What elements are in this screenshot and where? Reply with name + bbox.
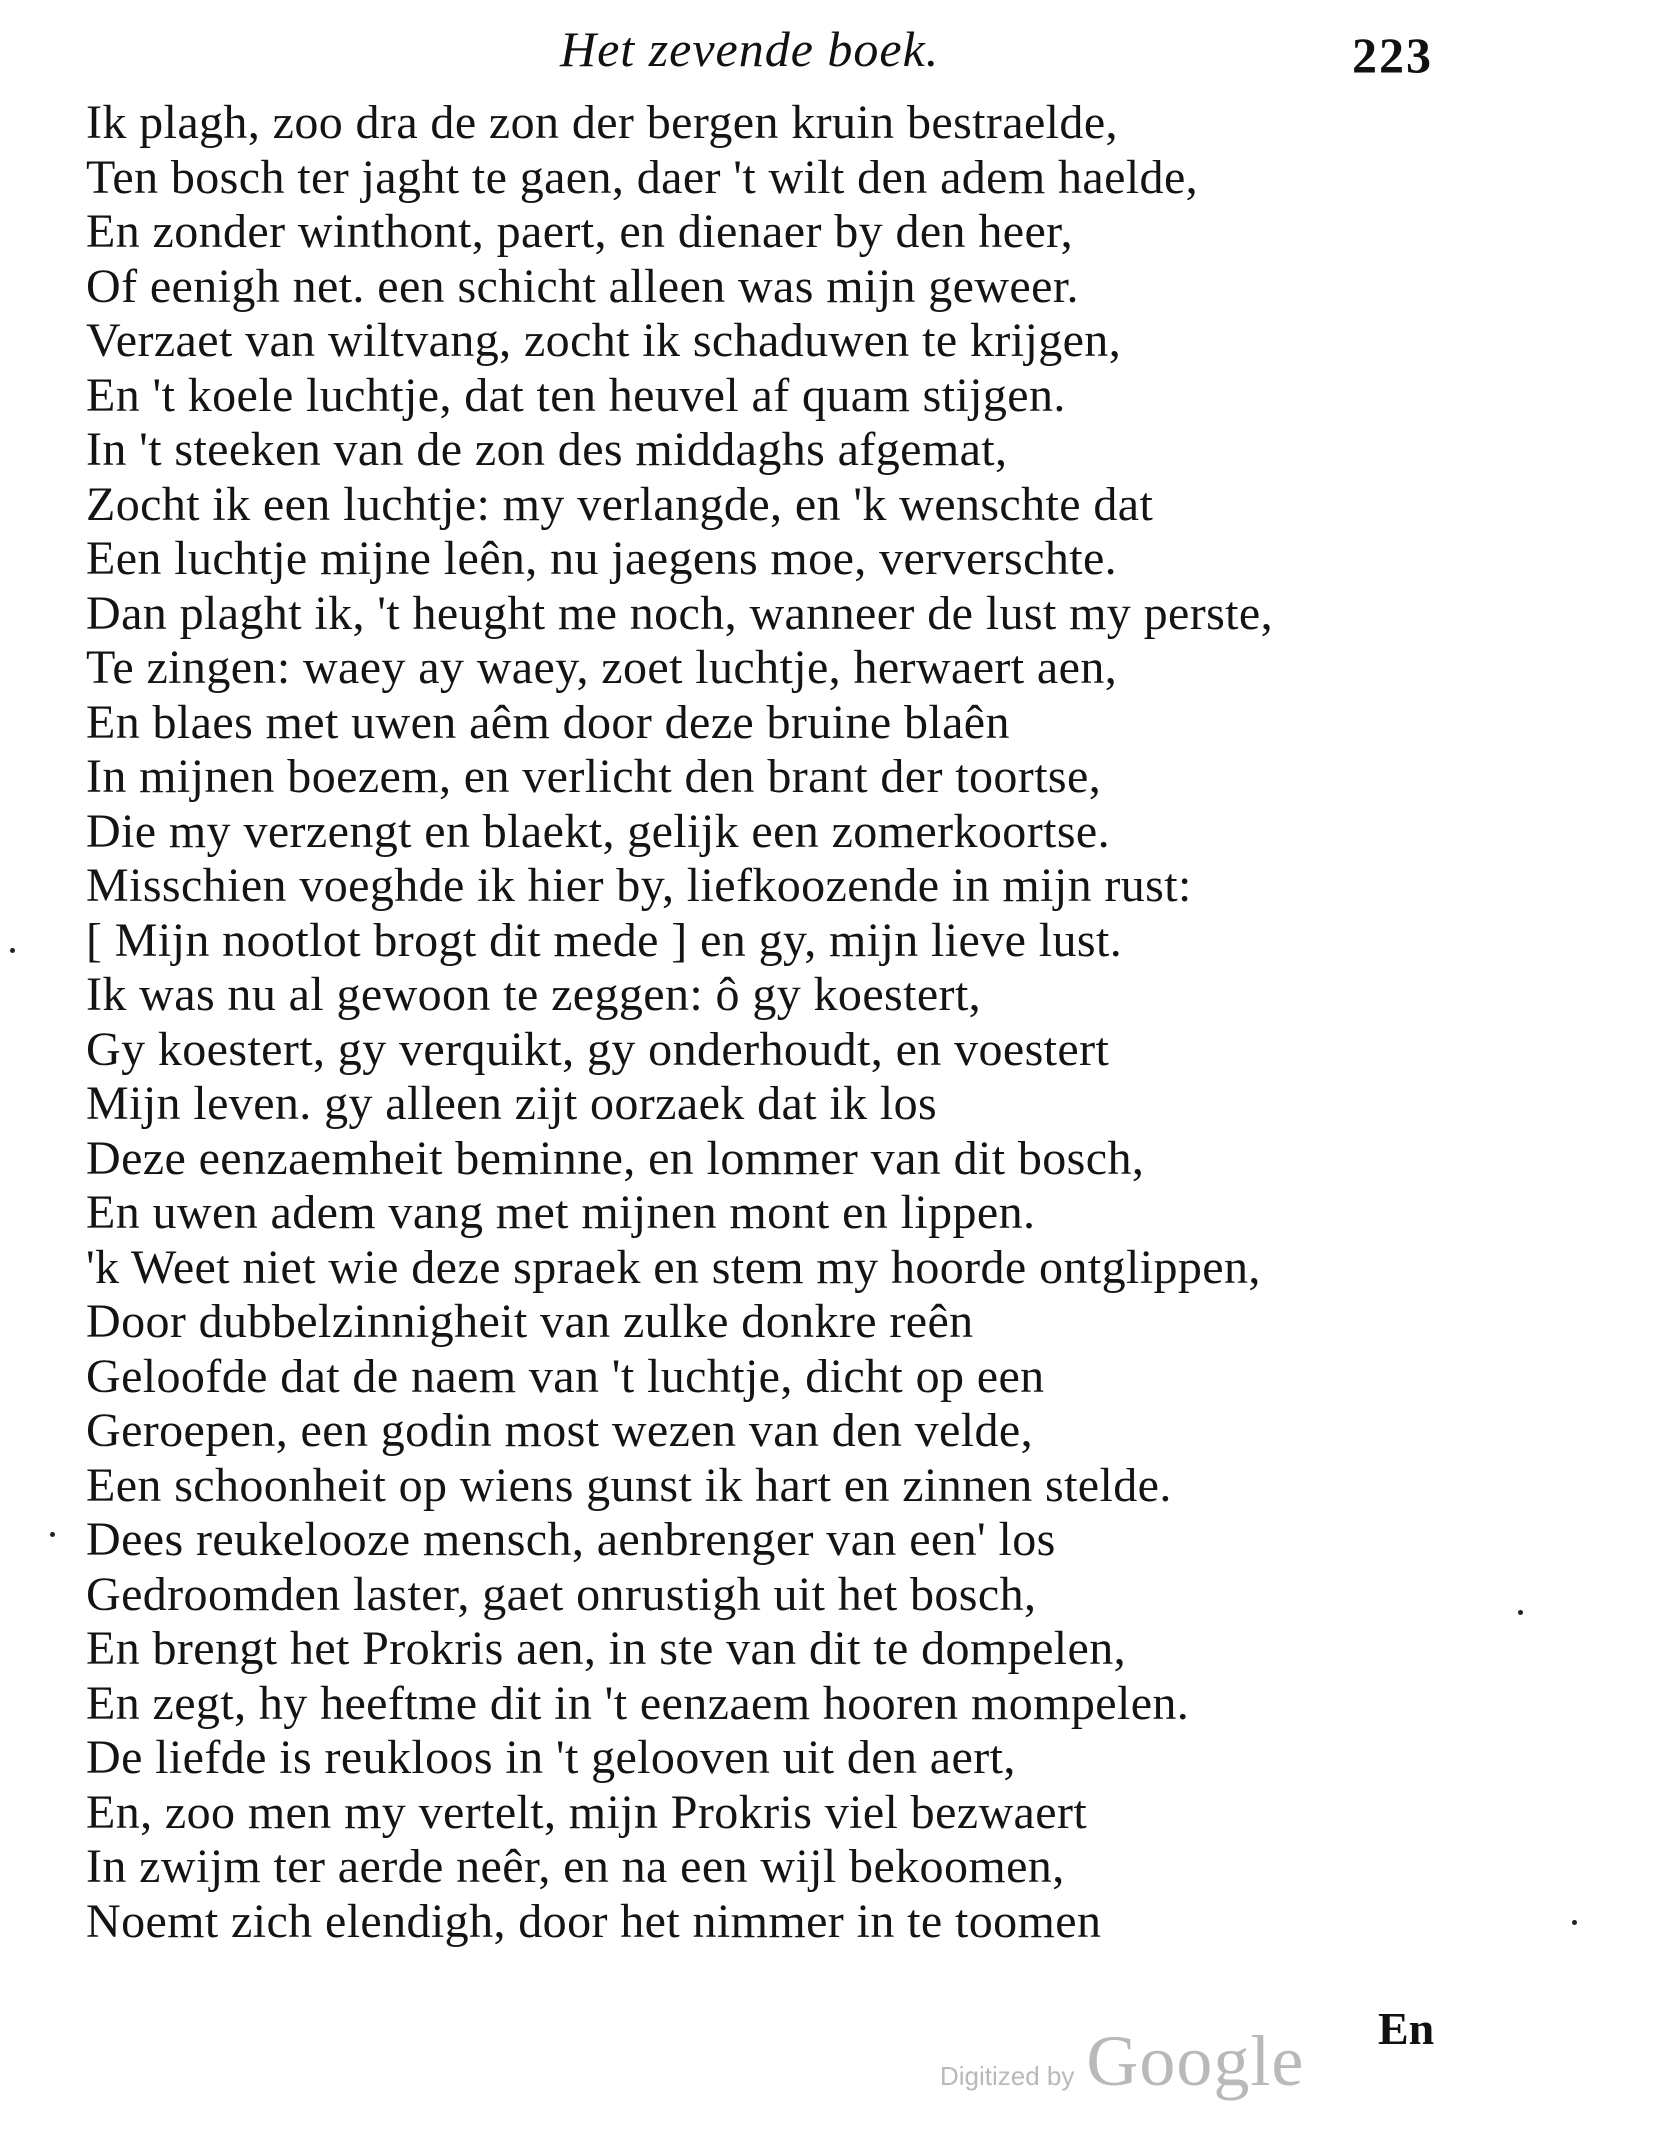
verse-line: Misschien voeghde ik hier by, liefkoozende in mijn rust: (86, 859, 1192, 912)
verse-text (80, 96, 1440, 1949)
verse-line: Een schoonheit op wiens gunst ik hart en zinnen stelde. (86, 1458, 1172, 1512)
verse-line: Geroepen, een godin most wezen van den velde, (86, 1404, 1033, 1457)
verse-line: En zegt, hy heeftme dit in 't eenzaem hooren mompelen. (86, 1676, 1190, 1730)
page-number: 223 (1352, 27, 1433, 83)
verse-line: In zwijm ter aerde neêr, en na een wijl bekoomen, (86, 1840, 1065, 1893)
verse-line: Ik was nu al gewoon te zeggen: ô gy koestert, (86, 968, 982, 1021)
scan-speck (1518, 1610, 1523, 1615)
verse-line: 'k Weet niet wie deze spraek en stem my hoorde ontglippen, (86, 1240, 1261, 1294)
watermark-brand: Google (1086, 2021, 1305, 2101)
running-title: Het zevende boek. (560, 21, 940, 77)
verse-line: Ik plagh, zoo dra de zon der bergen kruin bestraelde, (86, 96, 1118, 149)
scan-speck (10, 948, 15, 953)
verse-line: En zonder winthont, paert, en dienaer by den heer, (86, 205, 1074, 258)
verse-line: Gy koestert, gy verquikt, gy onderhoudt, en voestert (86, 1022, 1110, 1076)
verse-line: Zocht ik een luchtje: my verlangde, en 'k wenschte dat (86, 477, 1154, 531)
watermark-prefix: Digitized by (940, 2061, 1075, 2091)
verse-line: In 't steeken van de zon des middaghs afgemat, (86, 423, 1008, 476)
scan-speck (1572, 1920, 1577, 1925)
verse-line: En blaes met uwen aêm door deze bruine blaên (86, 695, 1010, 749)
verse-line: Door dubbelzinnigheit van zulke donkre reên (86, 1295, 974, 1348)
verse-line: De liefde is reukloos in 't gelooven uit den aert, (86, 1731, 1016, 1784)
verse-line: Of eenigh net. een schicht alleen was mijn geweer. (86, 259, 1079, 313)
verse-line: Geloofde dat de naem van 't luchtje, dicht op een (86, 1349, 1045, 1403)
verse-line: In mijnen boezem, en verlicht den brant der toortse, (86, 750, 1102, 803)
verse-line: En 't koele luchtje, dat ten heuvel af quam stijgen. (86, 368, 1066, 422)
verse-line: Gedroomden laster, gaet onrustigh uit het bosch, (86, 1567, 1037, 1621)
verse-line: Verzaet van wiltvang, zocht ik schaduwen te krijgen, (86, 314, 1122, 367)
verse-line: Dees reukelooze mensch, aenbrenger van een' los (86, 1513, 1056, 1566)
scan-speck (50, 1532, 55, 1537)
verse-line: [ Mijn nootlot brogt dit mede ] en gy, mijn lieve lust. (86, 913, 1123, 967)
catchword: En (1378, 2003, 1435, 2054)
verse-line: Noemt zich elendigh, door het nimmer in te toomen (86, 1894, 1102, 1948)
verse-line: Een luchtje mijne leên, nu jaegens moe, ververschte. (86, 532, 1118, 585)
verse-line: Mijn leven. gy alleen zijt oorzaek dat ik los (86, 1077, 938, 1130)
verse-line: En, zoo men my vertelt, mijn Prokris viel bezwaert (86, 1785, 1088, 1839)
verse-line: En brengt het Prokris aen, in ste van dit te dompelen, (86, 1622, 1127, 1675)
verse-line: Te zingen: waey ay waey, zoet luchtje, herwaert aen, (86, 641, 1118, 694)
verse-line: En uwen adem vang met mijnen mont en lippen. (86, 1186, 1036, 1239)
verse-line: Die my verzengt en blaekt, gelijk een zomerkoortse. (86, 804, 1111, 858)
verse-line: Deze eenzaemheit beminne, en lommer van dit bosch, (86, 1131, 1145, 1185)
digitized-watermark (940, 2020, 1304, 2103)
verse-line: Ten bosch ter jaght te gaen, daer 't wilt den adem haelde, (86, 150, 1199, 204)
verse-line: Dan plaght ik, 't heught me noch, wanneer de lust my perste, (86, 586, 1274, 640)
